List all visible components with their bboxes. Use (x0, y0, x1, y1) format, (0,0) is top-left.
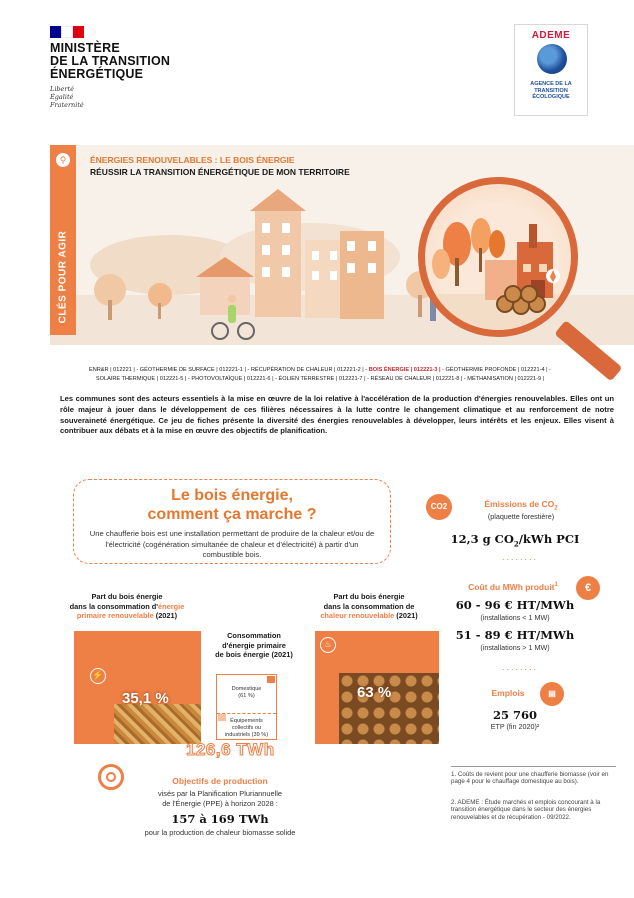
separator-dots: ........ (501, 662, 538, 672)
consumption-total: 126,6 TWh (186, 740, 275, 759)
intro-paragraph: Les communes sont des acteurs essentiels à la mise en œuvre de la loi relative à l'accélération de la production d'énergies renouvelables. Elles ont un rôle majeur à jouer dans le développement de ces filières nécessaires à la lutte contre le changement climatique et au renforcement de notre souveraineté énergétique. Ce jeu de fiches présente la diversité des énergies renouvelables à développer, leurs intérêts et les enjeux. Elles visent à contribuer aux débats et à la mise en œuvre des objectifs de planification. (60, 394, 614, 436)
objectives-title: Objectifs de production (172, 776, 268, 786)
lightning-icon: ⚡ (90, 668, 106, 684)
ministry-name (50, 42, 170, 81)
ademe-name: ADEME (531, 30, 571, 41)
banner-kicker: ÉNERGIES RENOUVELABLES : LE BOIS ÉNERGIE (90, 155, 295, 165)
jobs-title: Emplois (491, 688, 525, 698)
collective-segment: Équipements collectifs ou industriels (39 %) (224, 718, 269, 738)
globe-icon (537, 44, 567, 74)
ademe-subtitle: AGENCE DE LA TRANSITION ÉCOLOGIQUE (530, 81, 572, 100)
wood-plant-illustration (425, 184, 571, 330)
co2-icon: CO2 (426, 494, 452, 520)
separator-dots: ........ (501, 552, 538, 562)
side-tab-label: CLÉS POUR AGIR (57, 230, 69, 324)
emissions-value: 12,3 g $CO_2$/kWh PCI (450, 532, 580, 549)
magnifier-lens (418, 177, 578, 337)
republic-flag (50, 26, 84, 38)
fiche-index-line-2: SOLAIRE THERMIQUE | 012221-5 | - PHOTOVOLTAÏQUE | 012221-6 | - ÉOLIEN TERRESTRE | 012221-7 | - RÉSEAU DE CHALEUR | 012221-8 | - MÉTHANISATION | 012221-9 | (95, 376, 545, 382)
money-bag-icon: € (576, 576, 600, 600)
fiche-index-line-1: ENR&R | 012221 | - GÉOTHERMIE DE SURFACE | 012221-1 | - RÉCUPÉRATION DE CHALEUR | 012221-2 | - BOIS ÉNERGIE | 012221-3 | - GÉOTHERMIE PROFONDE | 012221-4 | - (89, 367, 551, 373)
house-icon (267, 676, 275, 683)
side-tab (50, 145, 76, 335)
cost-large-value: 51 - 89 € HT/MWh (455, 628, 575, 642)
factory-icon (218, 714, 226, 721)
footnote-divider (451, 766, 616, 767)
key-icon: ⚲ (56, 153, 70, 167)
ministry-line-1: MINISTÈRE (50, 41, 120, 55)
cost-large-subtitle: (installations > 1 MW) (480, 643, 550, 652)
briefcase-icon: ▤ (540, 682, 564, 706)
cost-small-value: 60 - 96 € HT/MWh (455, 598, 575, 612)
jobs-subtitle: ETP (fin 2020)² (490, 722, 540, 731)
footnote-1: 1. Coûts de revient pour une chaufferie biomasse (voir en page 4 pour le chauffage domestique au bois). (451, 771, 609, 786)
how-it-works-title: Le bois énergie, comment ça marche ? (147, 487, 317, 523)
heat-icon: ♨ (320, 637, 336, 653)
heat-share-value: 63 % (357, 684, 392, 701)
heat-share-title: Part du bois énergie dans la consommation de chaleur renouvelable (2021) (320, 592, 418, 620)
consumption-title: Consommation d'énergie primaire de bois énergie (2021) (215, 631, 293, 659)
consumption-stack (216, 674, 277, 740)
ministry-line-3: ÉNERGÉTIQUE (50, 67, 144, 81)
republic-motto: Liberté Égalité Fraternité (50, 85, 84, 109)
primary-share-title: Part du bois énergie dans la consommation d'énergie primaire renouvelable (2021) (69, 592, 185, 620)
current-fiche: BOIS ÉNERGIE | 012221-3 | (368, 367, 441, 373)
objectives-scope: pour la production de chaleur biomasse solide (144, 828, 296, 837)
cost-small-subtitle: (installations < 1 MW) (480, 613, 550, 622)
jobs-value: 25 760 (492, 708, 537, 722)
ministry-line-2: DE LA TRANSITION (50, 54, 171, 68)
primary-share-value: 35,1 % (122, 690, 169, 707)
footnote-2: 2. ADEME : Étude marchés et emplois concourant à la transition énergétique dans le secteur des énergies renouvelables et de récupération - 09/2022. (451, 799, 601, 821)
emissions-title: Émissions de $CO_2$ (484, 499, 558, 512)
ademe-logo (514, 24, 588, 116)
emissions-subtitle: (plaquette forestière) (487, 512, 555, 521)
objectives-text: visés par la Planification Pluriannuelle de l'Énergie (PPE) à horizon 2028 : (157, 789, 283, 808)
domestic-segment: Domestique (61 %) (217, 675, 276, 714)
banner-title: RÉUSSIR LA TRANSITION ÉNERGÉTIQUE DE MON TERRITOIRE (90, 167, 350, 177)
objectives-value: 157 à 169 TWh (171, 812, 269, 826)
cost-title: Coût du MWh produit$^1$ (468, 582, 558, 592)
primary-share-bar (114, 704, 201, 744)
how-it-works-box (73, 479, 391, 564)
how-it-works-text: Une chaufferie bois est une installation permettant de produire de la chaleur et/ou de l'électricité (cogénération simultanée de chaleur et d'électricité) à partir d'un combustible bois. (89, 529, 375, 559)
